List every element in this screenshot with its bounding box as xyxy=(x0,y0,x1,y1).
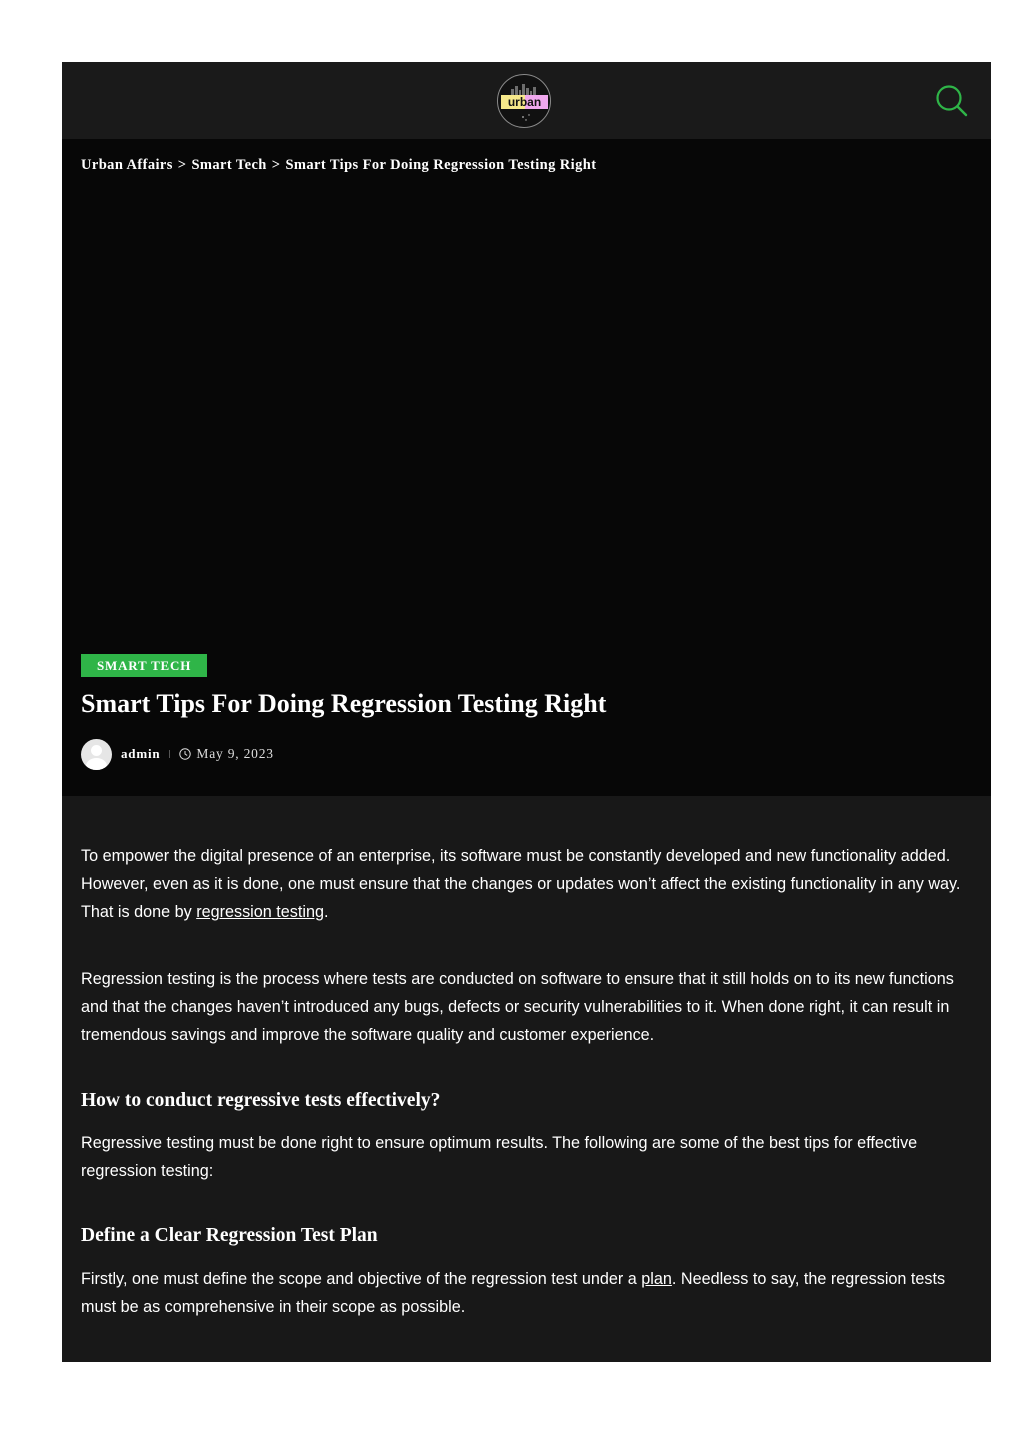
page-frame xyxy=(62,62,991,1362)
post-hero xyxy=(62,139,991,796)
section-heading: How to conduct regressive tests effectively? xyxy=(81,1090,441,1111)
breadcrumb xyxy=(81,157,596,174)
site-header xyxy=(62,62,991,139)
site-logo[interactable] xyxy=(496,73,552,129)
section-heading: Define a Clear Regression Test Plan xyxy=(81,1225,378,1246)
breadcrumb-current: Smart Tips For Doing Regression Testing Right xyxy=(285,157,597,173)
search-icon[interactable] xyxy=(935,84,969,118)
category-badge[interactable]: SMART TECH xyxy=(81,654,207,677)
post-meta xyxy=(81,738,274,770)
breadcrumb-home[interactable]: Urban Affairs xyxy=(81,157,173,173)
regression-testing-link[interactable]: regression testing xyxy=(196,903,324,922)
article-paragraph: Firstly, one must define the scope and objective of the regression test under a plan. Needless to say, the regression tests must be as comprehensive in their scope as possible. xyxy=(81,1270,946,1317)
breadcrumb-separator: > xyxy=(177,157,187,173)
meta-divider xyxy=(169,750,170,758)
breadcrumb-category[interactable]: Smart Tech xyxy=(191,157,267,173)
breadcrumb-separator: > xyxy=(271,157,281,173)
post-date: May 9, 2023 xyxy=(196,746,274,761)
avatar[interactable] xyxy=(81,739,112,770)
article-paragraph: Regressive testing must be done right to ensure optimum results. The following are some of the best tips for effective regression testing: xyxy=(81,1134,918,1181)
article-paragraph: Regression testing is the process where tests are conducted on software to ensure that it still holds on to its new functions and that the changes haven’t introduced any bugs, defects or security vulnerabilities to it. When done right, it can result in tremendous savings and improve the software quality and customer experience. xyxy=(81,970,954,1045)
article-paragraph: To empower the digital presence of an enterprise, its software must be constantly developed and new functionality added. However, even as it is done, one must ensure that the changes or updates won’t affect the existing functionality in any way. That is done by regression testing. xyxy=(81,847,961,922)
plan-link[interactable]: plan xyxy=(641,1270,672,1288)
svg-text:urban: urban xyxy=(507,95,542,109)
post-title: Smart Tips For Doing Regression Testing Right xyxy=(81,689,607,718)
clock-icon xyxy=(179,748,191,760)
author-link[interactable]: admin xyxy=(121,746,161,761)
